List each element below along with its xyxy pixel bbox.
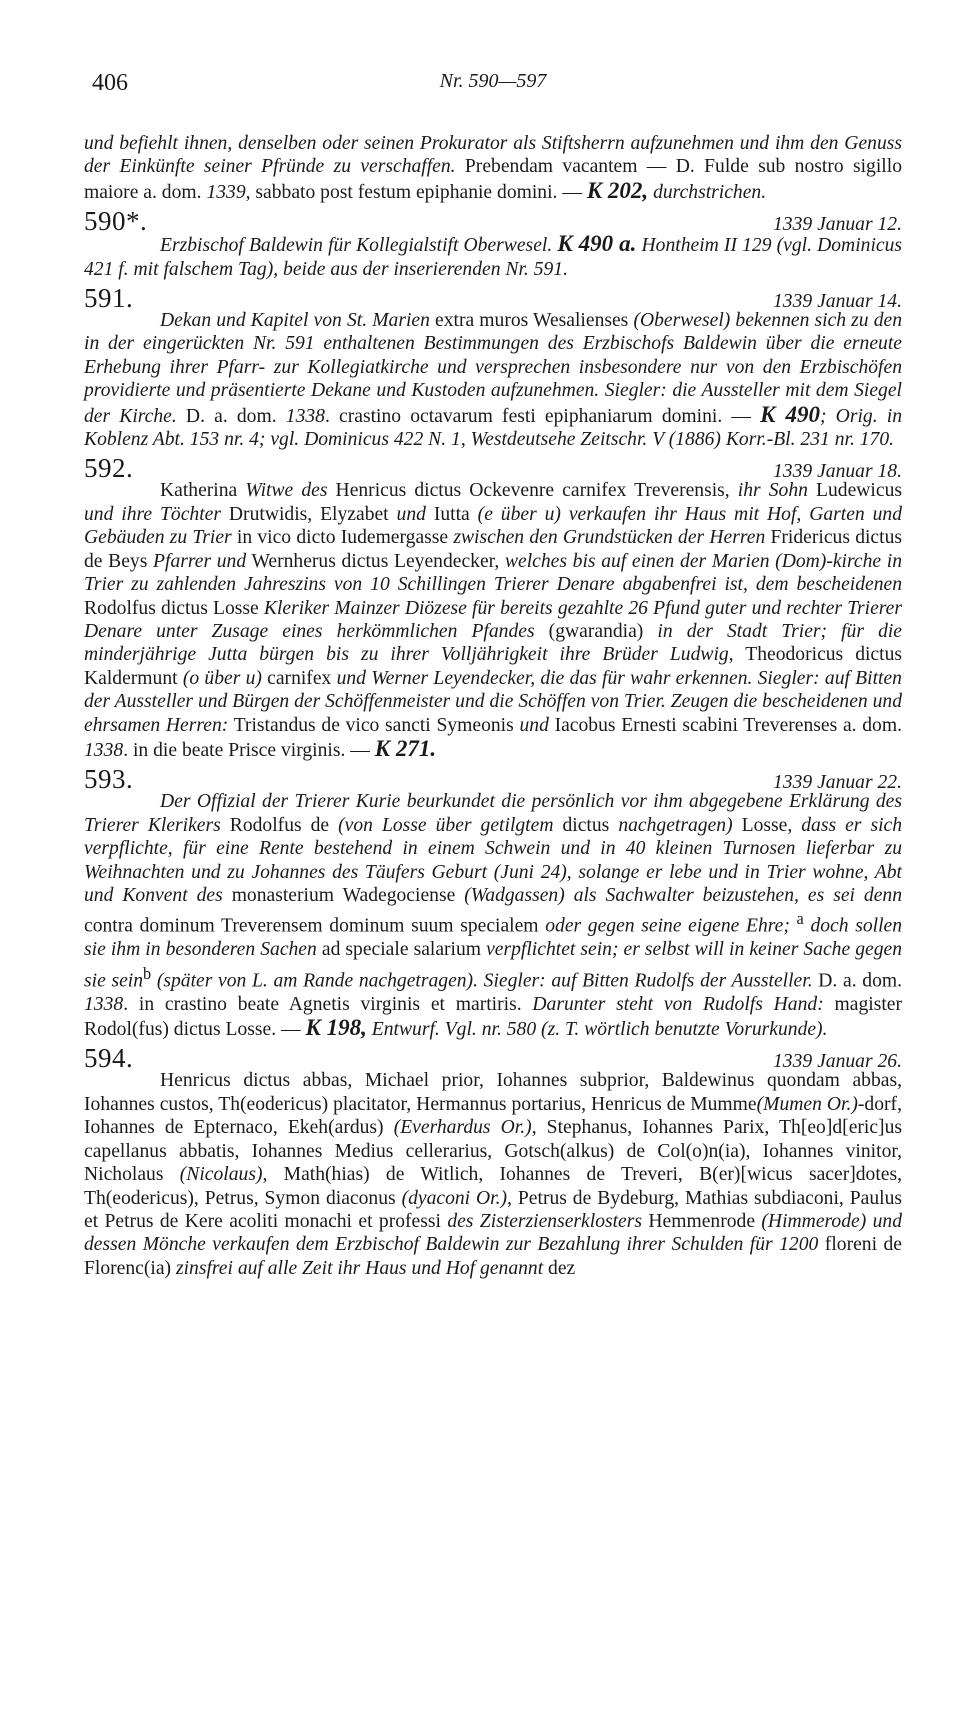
entry-number: 593. [84,764,134,795]
entry-text: Der Offizial der Trierer Kurie beurkundet die persönlich vor ihm abgegebene Erklärung des Trierer Klerikers Rodolfus de (von Losse über getilgtem dictus nachgetragen) Losse, dass er sich verpflichte, für eine Rente bestehend in einem Schwein und in 40 kleinen Turnosen lieferbar zu Weihnachten und zu Johannes des Täufers Geburt (Juni 24), solange er lebe und in Trier wohne, Abt und Konvent des monasterium Wadegociense (Wadgassen) als Sachwalter beizustehen, es sei denn contra dominum Treverensem dominum suum specialem oder gegen seine eigene Ehre; $^a$ doch sollen sie ihm in besonderen Sachen ad speciale salarium verpflichtet sein; er selbst will in keiner Sache gegen sie sein$^b$ (später von L. am Rande nachgetragen). Siegler: auf Bitten Rudolfs der Aussteller. D. a. dom. 1338. in crastino beate Agnetis virginis et martiris. Darunter steht von Rudolfs Hand: magister Rodol(fus) dictus Losse. — K 198, Entwurf. Vgl. nr. 580 (z. T. wörtlich benutzte Vorurkunde). [84,791,903,1041]
entry-date: 1339 Januar 22. [773,772,902,794]
entry-date: 1339 Januar 18. [773,461,902,483]
entry-593 [84,765,902,1041]
k-reference: K 202, [586,177,649,203]
k-reference: K 271. [374,735,437,761]
document-page [84,62,902,1280]
running-head [84,62,902,102]
entry-number: 591. [84,283,134,314]
marker-b: b [143,963,152,983]
entry-number: 594. [84,1043,134,1074]
entry-date: 1339 Januar 26. [773,1051,902,1073]
entry-text: Erzbischof Baldewin für Kollegialstift Oberwesel. K 490 a. Hontheim II 129 (vgl. Dominicus 421 f. mit falschem Tag), beide aus der inserierenden Nr. 591. [84,231,903,280]
entry-590 [84,207,902,281]
entry-date: 1339 Januar 12. [773,214,902,236]
entry-592 [84,454,902,762]
k-reference: K 490 a. [557,231,637,257]
continuation-paragraph: und befiehlt ihnen, denselben oder seinen Prokurator als Stiftsherrn aufzunehmen und ihm den Genuss der Einkünfte seiner Pfründe zu verschaffen. Prebendam vacantem — D. Fulde sub nostro sigillo maiore a. dom. 1339, sabbato post festum epiphanie domini. — K 202, durchstrichen. [84,133,902,203]
entry-text: Henricus dictus abbas, Michael prior, Iohannes subprior, Baldewinus quondam abbas, Iohannes custos, Th(eodericus) placitator, Hermannus portarius, Henricus de Mumme(Mumen Or.)-dorf, Iohannes de Epternaco, Ekeh(ardus) (Everhardus Or.), Stephanus, Iohannes Parix, Th[eo]d[eric]us capellanus abbatis, Iohannes Medius cellerarius, Gotsch(alkus) de Col(o)n(ia), Iohannes vinitor, Nicholaus (Nicolaus), Math(hias) de Witlich, Iohannes de Treveri, B(er)[wicus sacer]dotes, Th(eodericus), Petrus, Symon diaconus (dyaconi Or.), Petrus de Bydeburg, Mathias subdiaconi, Paulus et Petrus de Kere acoliti monachi et professi des Zisterzienserklosters Hemmenrode (Himmerode) und dessen Mönche verkaufen dem Erzbischof Baldewin zur Bezahlung ihrer Schulden für 1200 floreni de Florenc(ia) zinsfrei auf alle Zeit ihr Haus und Hof genannt dez [84,1070,903,1279]
entry-text: Dekan und Kapitel von St. Marien extra muros Wesalienses (Oberwesel) bekennen sich zu den in der eingerückten Nr. 591 enthaltenen Bestimmungen des Erzbischofs Baldewin über die erneute Erhebung ihrer Pfarr- zur Kollegiatkirche und versprechen insbesondere nur von den Erzbischöfen providierte und präsentierte Dekane und Kustoden aufzunehmen. Siegler: die Aussteller mit dem Siegel der Kirche. D. a. dom. 1338. crastino octavarum festi epiphaniarum domini. — K 490; Orig. in Koblenz Abt. 153 nr. 4; vgl. Dominicus 422 N. 1, Westdeutsehe Zeitschr. V (1886) Korr.-Bl. 231 nr. 170. [84,310,902,451]
page-number: 406 [92,70,128,96]
document-body [84,132,902,1280]
page-range: Nr. 590—597 [439,70,547,92]
k-reference: K 490 [760,401,820,427]
entry-594 [84,1044,902,1280]
k-reference: K 198, [305,1015,367,1041]
entry-number: 590*. [84,206,148,237]
entry-591 [84,284,902,451]
marker-a: a [796,909,804,929]
entry-text: Katherina Witwe des Henricus dictus Ockevenre carnifex Treverensis, ihr Sohn Ludewicus und ihre Töchter Drutwidis, Elyzabet und Iutta (e über u) verkaufen ihr Haus mit Hof, Garten und Gebäuden zu Trier in vico dicto Iudemergasse zwischen den Grundstücken der Herren Fridericus dictus de Beys Pfarrer und Wernherus dictus Leyendecker, welches bis auf einen der Marien (Dom)-kirche in Trier zu zahlenden Jahreszins von 10 Schillingen Trierer Denare abgabenfrei ist, dem bescheidenen Rodolfus dictus Losse Kleriker Mainzer Diözese für bereits gezahlte 26 Pfund guter und rechter Trierer Denare unter Zusage eines herkömmlichen Pfandes (gwarandia) in der Stadt Trier; für die minderjährige Jutta bürgen bis zu ihrer Volljährigkeit ihre Brüder Ludwig, Theodoricus dictus Kaldermunt (o über u) carnifex und Werner Leyendecker, die das für wahr erkennen. Siegler: auf Bitten der Aussteller und Bürgen der Schöffenmeister und die Schöffen von Trier. Zeugen die bescheidenen und ehrsamen Herren: Tristandus de vico sancti Symeonis und Iacobus Ernesti scabini Treverenses a. dom. 1338. in die beate Prisce virginis. — K 271. [84,480,903,761]
entry-number: 592. [84,453,134,484]
entry-date: 1339 Januar 14. [773,291,902,313]
